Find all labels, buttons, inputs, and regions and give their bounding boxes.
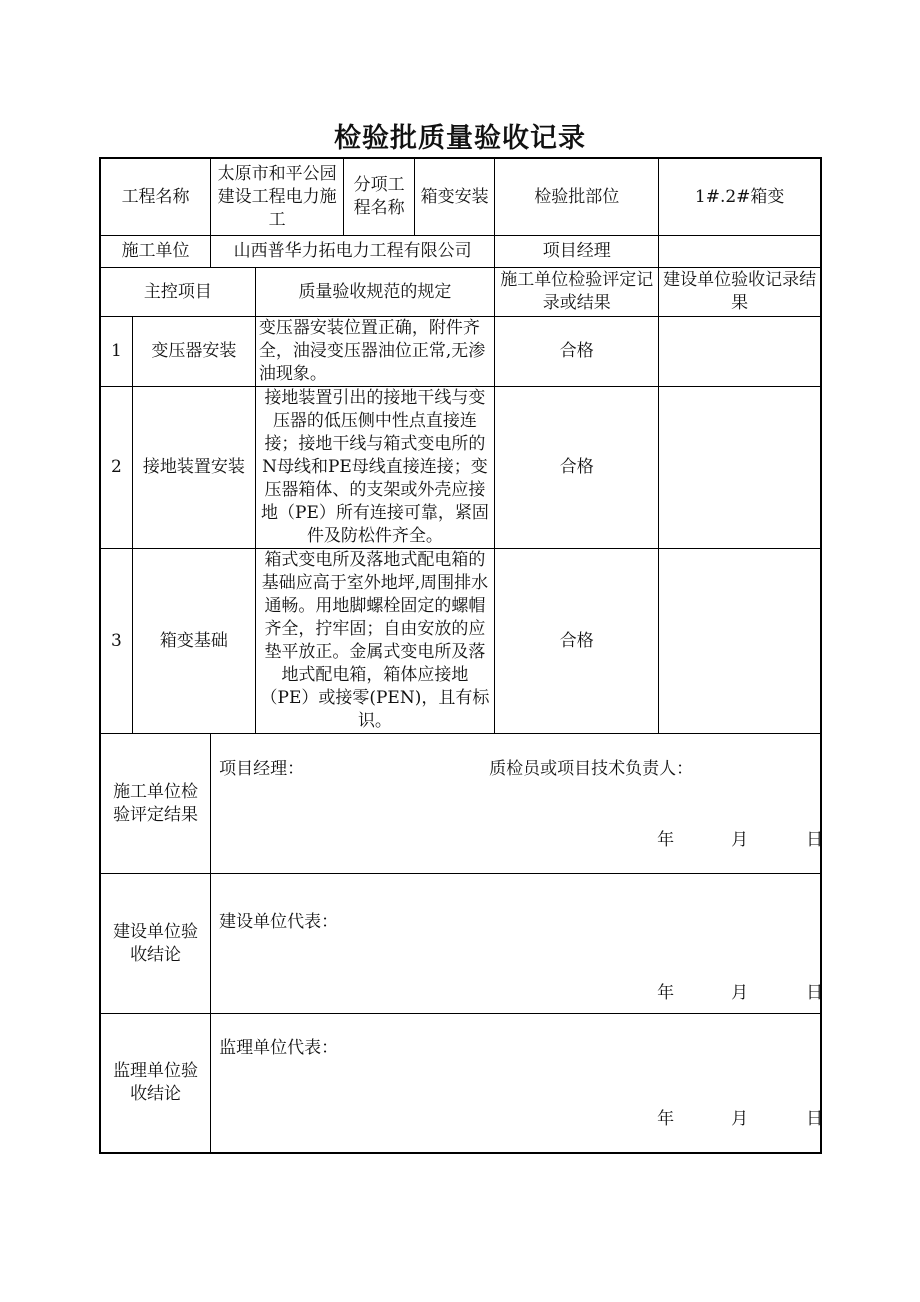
supervisor-signoff-area (211, 1014, 824, 1153)
project-manager-value (659, 236, 821, 268)
contractor-signoff-label: 施工单位检验评定结果 (100, 734, 211, 874)
month-label: 月 (731, 830, 749, 850)
year-label: 年 (657, 1109, 675, 1129)
item-result: 合格 (495, 549, 659, 734)
project-name-label: 工程名称 (100, 158, 211, 236)
contractor-label: 施工单位 (100, 236, 211, 268)
item-result: 合格 (495, 317, 659, 387)
contractor-signoff-area (211, 734, 824, 874)
owner-signoff-area (211, 874, 824, 1014)
item-number: 1 (100, 317, 132, 387)
table-row (100, 317, 821, 387)
inspection-record-table (99, 157, 822, 1154)
contractor-result-header: 施工单位检验评定记录或结果 (495, 268, 659, 317)
contractor-value: 山西普华力拓电力工程有限公司 (211, 236, 495, 268)
item-owner-result (659, 549, 821, 734)
month-label: 月 (731, 1109, 749, 1129)
item-number: 2 (100, 387, 132, 549)
day-label: 日 (806, 830, 824, 850)
batch-location-label: 检验批部位 (495, 158, 659, 236)
item-number: 3 (100, 549, 132, 734)
year-label: 年 (657, 983, 675, 1003)
day-label: 日 (806, 1109, 824, 1129)
item-name: 变压器安装 (132, 317, 255, 387)
item-name: 接地装置安装 (132, 387, 255, 549)
item-name: 箱变基础 (132, 549, 255, 734)
project-manager-label: 项目经理 (495, 236, 659, 268)
page-title: 检验批质量验收记录 (334, 123, 586, 154)
main-items-header: 主控项目 (100, 268, 255, 317)
year-label: 年 (657, 830, 675, 850)
day-label: 日 (806, 983, 824, 1003)
owner-signoff-label: 建设单位验收结论 (100, 874, 211, 1014)
owner-rep-label: 建设单位代表： (219, 912, 339, 932)
item-owner-result (659, 317, 821, 387)
table-row (100, 387, 821, 549)
item-result: 合格 (495, 387, 659, 549)
owner-result-header: 建设单位验收记录结果 (659, 268, 821, 317)
table-row (100, 549, 821, 734)
spec-header: 质量验收规范的规定 (255, 268, 494, 317)
item-spec: 箱式变电所及落地式配电箱的基础应高于室外地坪,周围排水通畅。用地脚螺栓固定的螺帽齐全，拧牢固；自由安放的应垫平放正。金属式变电所及落地式配电箱，箱体应接地（PE）或接零(PEN)，且有标识。 (255, 549, 494, 734)
project-name-value: 太原市和平公园建设工程电力施工 (211, 158, 344, 236)
subproject-label: 分项工程名称 (344, 159, 415, 235)
subproject-value: 箱变安装 (420, 186, 489, 207)
item-spec: 变压器安装位置正确，附件齐全，油浸变压器油位正常,无渗油现象。 (255, 317, 494, 387)
item-spec: 接地装置引出的接地干线与变压器的低压侧中性点直接连接；接地干线与箱式变电所的N母线和PE母线直接连接；变压器箱体、的支架或外壳应接地（PE）所有连接可靠，紧固件及防松件齐全。 (255, 387, 494, 549)
pm-signature-label: 项目经理： (219, 759, 305, 779)
batch-location-value: 1#.2#箱变 (659, 158, 821, 236)
item-owner-result (659, 387, 821, 549)
supervisor-signoff-label: 监理单位验收结论 (100, 1014, 211, 1153)
supervisor-rep-label: 监理单位代表： (219, 1038, 339, 1058)
month-label: 月 (731, 983, 749, 1003)
qc-signature-label: 质检员或项目技术负责人： (489, 759, 694, 779)
